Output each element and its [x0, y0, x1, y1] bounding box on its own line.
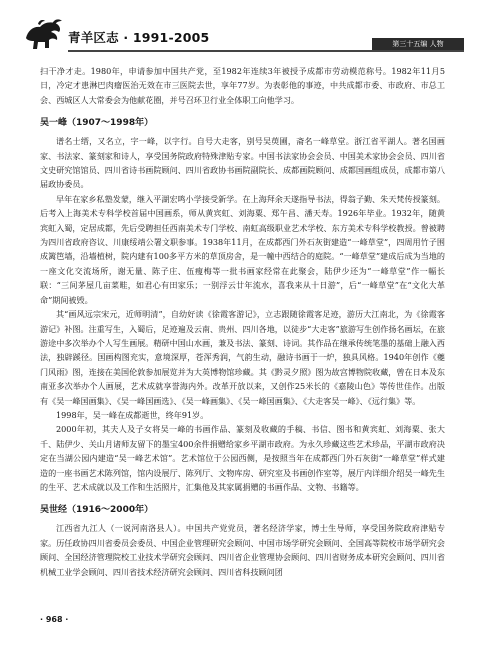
page-header: [24, 18, 464, 54]
intro-paragraph: 扫干净才走。1980年，申请参加中国共产党，至1982年连续3年被授予成都市劳动模范称号。1982年11月5日，冷定才患淋巴肉瘤医治无效在市三医院去世，享年77岁。为表彰他的事迹，中共成都市委、市政府、市总工会、西城区人大常委会为他献花圈，并号召环卫行业全体职工向他学习。: [40, 66, 445, 105]
section-heading-wu-yifeng: 吴一峰（1907～1998年）: [40, 118, 154, 129]
page-number: · 968 ·: [40, 615, 69, 624]
paragraph: 江西省九江人（一说河南洛县人）。中国共产党党员，著名经济学家，博士生导师，享受国务院政府津贴专家。历任政协四川省委员会委员、中国企业管理研究会顾问、中国市场学研究会顾问、全国高等院校市场学研究会顾问、全国经济管理院校工业技术学研究会顾问、四川省企业管理协会顾问、四川省财务成本研究会顾问、四川省机械工业学会顾问、四川省技术经济研究会顾问、四川省科技顾问团: [40, 523, 445, 577]
paragraph: 谱名士缙，又名立，字一峰，以字行。自号大走客，别号吴萸圃，斋名一峰草堂。浙江省平湖人。著名国画家、书法家、篆刻家和诗人，享受国务院政府特殊津贴专家。中国书法家协会会员、中国美术家协会会员、四川省文史研究馆馆员、四川省诗书画院顾问、四川省政协书画院副院长、成都画院顾问、成都国画组成员，成都市第八届政协委员。: [40, 136, 445, 190]
section-heading-wu-shijing: 吴世经（1916～2000年）: [40, 505, 154, 516]
chapter-label: 第三十五编 人物: [372, 38, 464, 50]
paragraph: 其“画风远宗宋元，近师明清”，自幼好读《徐霞客游记》，立志跟随徐霞客足迹，游历大江南北，为《徐霞客游记》补图。注重写生，入蜀后，足迹遍及云南、贵州、四川各地，以徒步“大走客”旅游写生创作扬名画坛，在旅游途中多次举办个人写生画展。精研中国山水画，兼及书法、篆刻、诗词。其作品在继承传统笔墨的基础上融入西法，独辟蹊径。国画构图充实，意境深厚，苍浑秀润，气韵生动，融诗书画于一炉，独具风格。1940年创作《夔门风雨》图，连接在美国伦敦参加展览并为大英博物馆珍藏。其《黔灵夕照》图为故宫博物院收藏，曾在日本及东南亚多次举办个人画展，艺术成就享誉海内外。改革开放以来，又创作25米长的《嘉陵山色》等传世佳作。出版有《吴一峰国画集》、《吴一峰国画选》、《吴一峰画集》、《吴一峰国画集》、《大走客吴一峰》、《远行集》等。: [40, 309, 445, 406]
header-rule: [68, 50, 464, 52]
paragraph: 1998年，吴一峰在成都逝世，终年91岁。: [56, 409, 209, 420]
paragraph: 早年在家乡私塾发蒙，继入平湖宏鸣小学接受新学。在上海拜余天遂指导书法，得翁子勤、朱天梵传授篆刻。后考入上海美术专科学校首届中国画系，师从黄宾虹、刘海粟、郑午昌、潘天寿。1926年毕业。1932年，随黄宾虹入蜀，定居成都，先后受聘担任西南美术专门学校、南虹高级职业艺术学校、东方美术专科学校教授。曾被聘为四川省政府咨议、川康绥靖公署文职参事。1938年11月，在成都西门外石灰街建造“一峰草堂”，四周用竹子围成篱笆墙，沿墙植树，院内建有100多平方米的草顶房舍，是一幢中西结合的庭院。“一峰草堂”建成后成为当地的一座文化交流场所，谢无量、陈子庄、伍瘦梅等一批书画家经常在此聚会，陆伊少还为“一峰草堂”作一幅长联：“三间茅屋几亩菜畦，如君心有田家乐；一别浮云廿年流水，喜我来从十日游”，后“一峰草堂”在“文化大革命”期间被毁。: [40, 193, 445, 305]
page-content: [40, 64, 445, 579]
goat-logo-icon: [24, 18, 64, 52]
book-title: 青羊区志 · 1991-2005: [68, 30, 210, 45]
paragraph: 2000年初，其夫人及子女将吴一峰的书画作品、篆刻及收藏的手稿、书信、图书和黄宾虹、刘海粟、张大千、陆伊少、关山月诸师友留下的墨宝400余件捐赠给家乡平湖市政府。为永久珍藏这些艺术珍品，平湖市政府决定在当湖公园内建造“吴一峰艺术馆”。艺术馆位于公园西侧，是按照当年在成都西门外石灰街“一峰草堂”样式建造的一座书画艺术陈列馆，馆内设展厅、陈列厅、文物库房、研究室及书画创作室等，展厅内详细介绍吴一峰先生的生平、艺术成就以及工作和生活照片，汇集他及其家属捐赠的书画作品、文物、书籍等。: [40, 424, 445, 492]
